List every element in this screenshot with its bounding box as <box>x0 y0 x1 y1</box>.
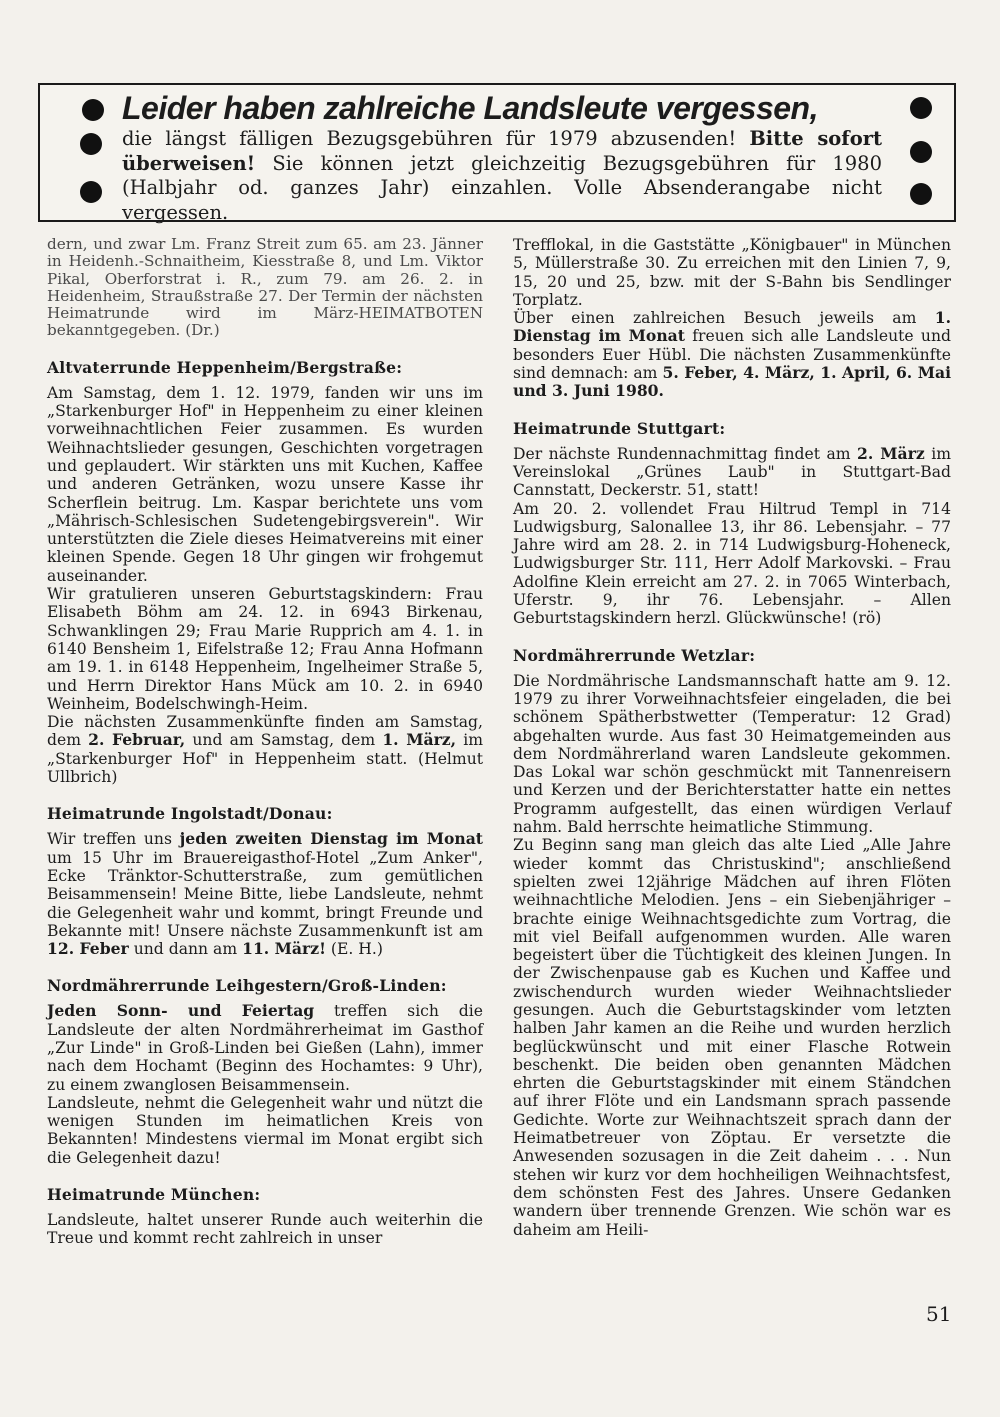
notice-box <box>38 83 956 222</box>
bullet-dot-icon <box>910 97 932 119</box>
paragraph: Am Samstag, dem 1. 12. 1979, fanden wir uns im „Starkenburger Hof" in Heppenheim zu einer kleinen vorweihnachtlichen Feier zusammen. Es wurden Weihnachtslieder gesungen, Geschichten vorgetragen und geplaudert. Wir stärkten uns mit Kuchen, Kaffee und anderen Getränken, wozu unsere Kasse ihr Scherflein beitrug. Lm. Kaspar berichtete uns vom „Mährisch-Schlesischen Sudetengebirgsverein". Wir unterstützten die Ziele dieses Heimatvereins mit einer kleinen Spende. Gegen 18 Uhr gingen wir frohgemut auseinander. <box>47 383 483 585</box>
bullet-dot-icon <box>82 99 104 121</box>
section-heading-muenchen: Heimatrunde München: <box>47 1185 261 1205</box>
left-column <box>47 236 483 1248</box>
section-heading-wetzlar: Nordmährerrunde Wetzlar: <box>513 645 756 665</box>
section-heading-ingolstadt: Heimatrunde Ingolstadt/Donau: <box>47 804 333 824</box>
paragraph: Wir gratulieren unseren Geburtstagskindern: Frau Elisabeth Böhm am 24. 12. in 6943 Birkenau, Schwanklingen 29; Frau Marie Rupprich am 4. 1. in 6140 Bensheim 1, Eifelstraße 12; Frau Anna Hofmann am 19. 1. in 6148 Heppenheim, Ingelheimer Straße 5, und Herrn Direktor Hans Mück am 10. 2. in 6940 Weinheim, Bodelschwingh-Heim. <box>47 585 483 713</box>
page-number: 51 <box>926 1302 952 1326</box>
right-column <box>513 236 951 1239</box>
paragraph: Landsleute, haltet unserer Runde auch weiterhin die Treue und kommt recht zahlreich in unser <box>47 1211 483 1248</box>
paragraph: Wir treffen uns jeden zweiten Dienstag im Monat um 15 Uhr im Brauereigasthof-Hotel „Zum Anker", Ecke Tränktor-Schutterstraße, zum gemütlichen Beisammensein! Meine Bitte, liebe Landsleute, nehmt die Gelegenheit wahr und kommt, bringt Freunde und Bekannte mit! Unsere nächste Zusammenkunft ist am 12. Feber und dann am 11. März! (E. H.) <box>47 829 484 959</box>
paragraph: Die Nordmährische Landsmannschaft hatte am 9. 12. 1979 zu ihrer Vorweihnachtsfeier eingeladen, die bei schönem Spätherbstwetter (Temperatur: 12 Grad) abgehalten wurde. Aus fast 30 Heimatgemeinden aus dem Nordmährerland waren Landsleute gekommen. Das Lokal war schön geschmückt mit Tannenreisern und Kerzen und der Berichterstatter hatte ein nettes Programm aufgestellt, das einen würdigen Verlauf nahm. Bald herrschte heimatliche Stimmung. <box>513 671 951 837</box>
bullet-dot-icon <box>910 141 932 163</box>
section-heading-heppenheim: Altvaterrunde Heppenheim/Bergstraße: <box>47 357 403 377</box>
paragraph: Trefflokal, in die Gaststätte „Königbauer" in München 5, Müllerstraße 30. Zu erreichen mit den Linien 7, 9, 15, 20 und 25, bzw. mit der S-Bahn bis Sendlinger Torplatz. <box>513 236 951 309</box>
paragraph: Landsleute, nehmt die Gelegenheit wahr und nützt die wenigen Stunden im heimatlichen Kreis von Bekannten! Mindestens viermal im Monat ergibt sich die Gelegenheit dazu! <box>47 1093 483 1167</box>
paragraph: Der nächste Rundennachmittag findet am 2. März im Vereinslokal „Grünes Laub" in Stuttgart-Bad Cannstatt, Deckerstr. 51, statt! <box>513 443 951 500</box>
paragraph: Die nächsten Zusammenkünfte finden am Samstag, dem 2. Februar, und am Samstag, dem 1. März, im „Starkenburger Hof" in Heppenheim statt. (Helmut Ullbrich) <box>47 713 483 787</box>
paragraph: Am 20. 2. vollendet Frau Hiltrud Templ in 714 Ludwigsburg, Salonallee 13, ihr 86. Lebensjahr. – 77 Jahre wird am 28. 2. in 714 Ludwigsburg-Hoheneck, Ludwigsburger Str. 111, Herr Adolf Markovski. – Frau Adolfine Klein erreicht am 27. 2. in 7065 Winterbach, Uferstr. 9, ihr 76. Lebensjahr. – Allen Geburtstagskindern herzl. Glückwünsche! (rö) <box>513 499 951 628</box>
bullet-dot-icon <box>80 133 102 155</box>
paragraph: Jeden Sonn- und Feiertag treffen sich die Landsleute der alten Nordmährerheimat im Gasthof „Zur Linde" in Groß-Linden bei Gießen (Lahn), immer nach dem Hochamt (Beginn des Hochamtes: 9 Uhr), zu einem zwanglosen Beisammensein. <box>47 1001 483 1094</box>
section-heading-stuttgart: Heimatrunde Stuttgart: <box>513 418 726 438</box>
notice-title: Leider haben zahlreiche Landsleute vergessen, <box>122 90 818 126</box>
paragraph: Über einen zahlreichen Besuch jeweils am 1. Dienstag im Monat freuen sich alle Landsleute und besonders Euer Hübl. Die nächsten Zusammenkünfte sind demnach: am 5. Feber, 4. März, 1. April, 6. Mai und 3. Juni 1980. <box>513 308 951 401</box>
bullet-dot-icon <box>80 181 102 203</box>
bullet-dot-icon <box>910 183 932 205</box>
intro-paragraph: dern, und zwar Lm. Franz Streit zum 65. am 23. Jänner in Heidenh.-Schnaitheim, Kiesstraße 8, und Lm. Viktor Pikal, Oberforstrat i. R., zum 79. am 26. 2. in Heidenheim, Straußstraße 27. Der Termin der nächsten Heimatrunde wird im März-HEIMATBOTEN bekanntgegeben. (Dr.) <box>47 235 483 340</box>
notice-text: die längst fälligen Bezugsgebühren für 1979 abzusenden! Bitte sofort überweisen! Sie können jetzt gleichzeitig Bezugsgebühren für 1980 (Halbjahr od. ganzes Jahr) einzahlen. Volle Absenderangabe nicht vergessen. <box>122 127 882 224</box>
section-heading-linden: Nordmährerrunde Leihgestern/Groß-Linden: <box>47 976 447 996</box>
paragraph: Zu Beginn sang man gleich das alte Lied „Alle Jahre wieder kommt das Christuskind"; anschließend spielten zwei 12jährige Mädchen auf ihren Flöten weihnachtliche Melodien. Jens – ein Siebenjähriger – brachte einige Weihnachtsgedichte zum Vortrag, die mit viel Beifall aufgenommen wurden. Alle waren begeistert über die Tüchtigkeit des kleinen Jungen. In der Zwischenpause gab es Kuchen und Kaffee und zwischendurch wurden wieder Weihnachtslieder gesungen. Auch die Geburtstagskinder vom letzten halben Jahr kamen an die Reihe und wurden herzlich beglückwünscht und mit einer Flasche Rotwein beschenkt. Die beiden oben genannten Mädchen ehrten die Geburtstagskinder mit einem Ständchen auf ihrer Flöte und ein Landsmann sprach passende Gedichte. Worte zur Weihnachtszeit sprach dann der Heimatbetreuer von Zöptau. Er versetzte die Anwesenden sozusagen in die Zeit daheim . . . Nun stehen wir kurz vor dem hochheiligen Weihnachtsfest, dem schönsten Fest des Jahres. Unsere Gedanken wandern über trennende Grenzen. Wie schön war es daheim am Heili- <box>513 836 951 1239</box>
